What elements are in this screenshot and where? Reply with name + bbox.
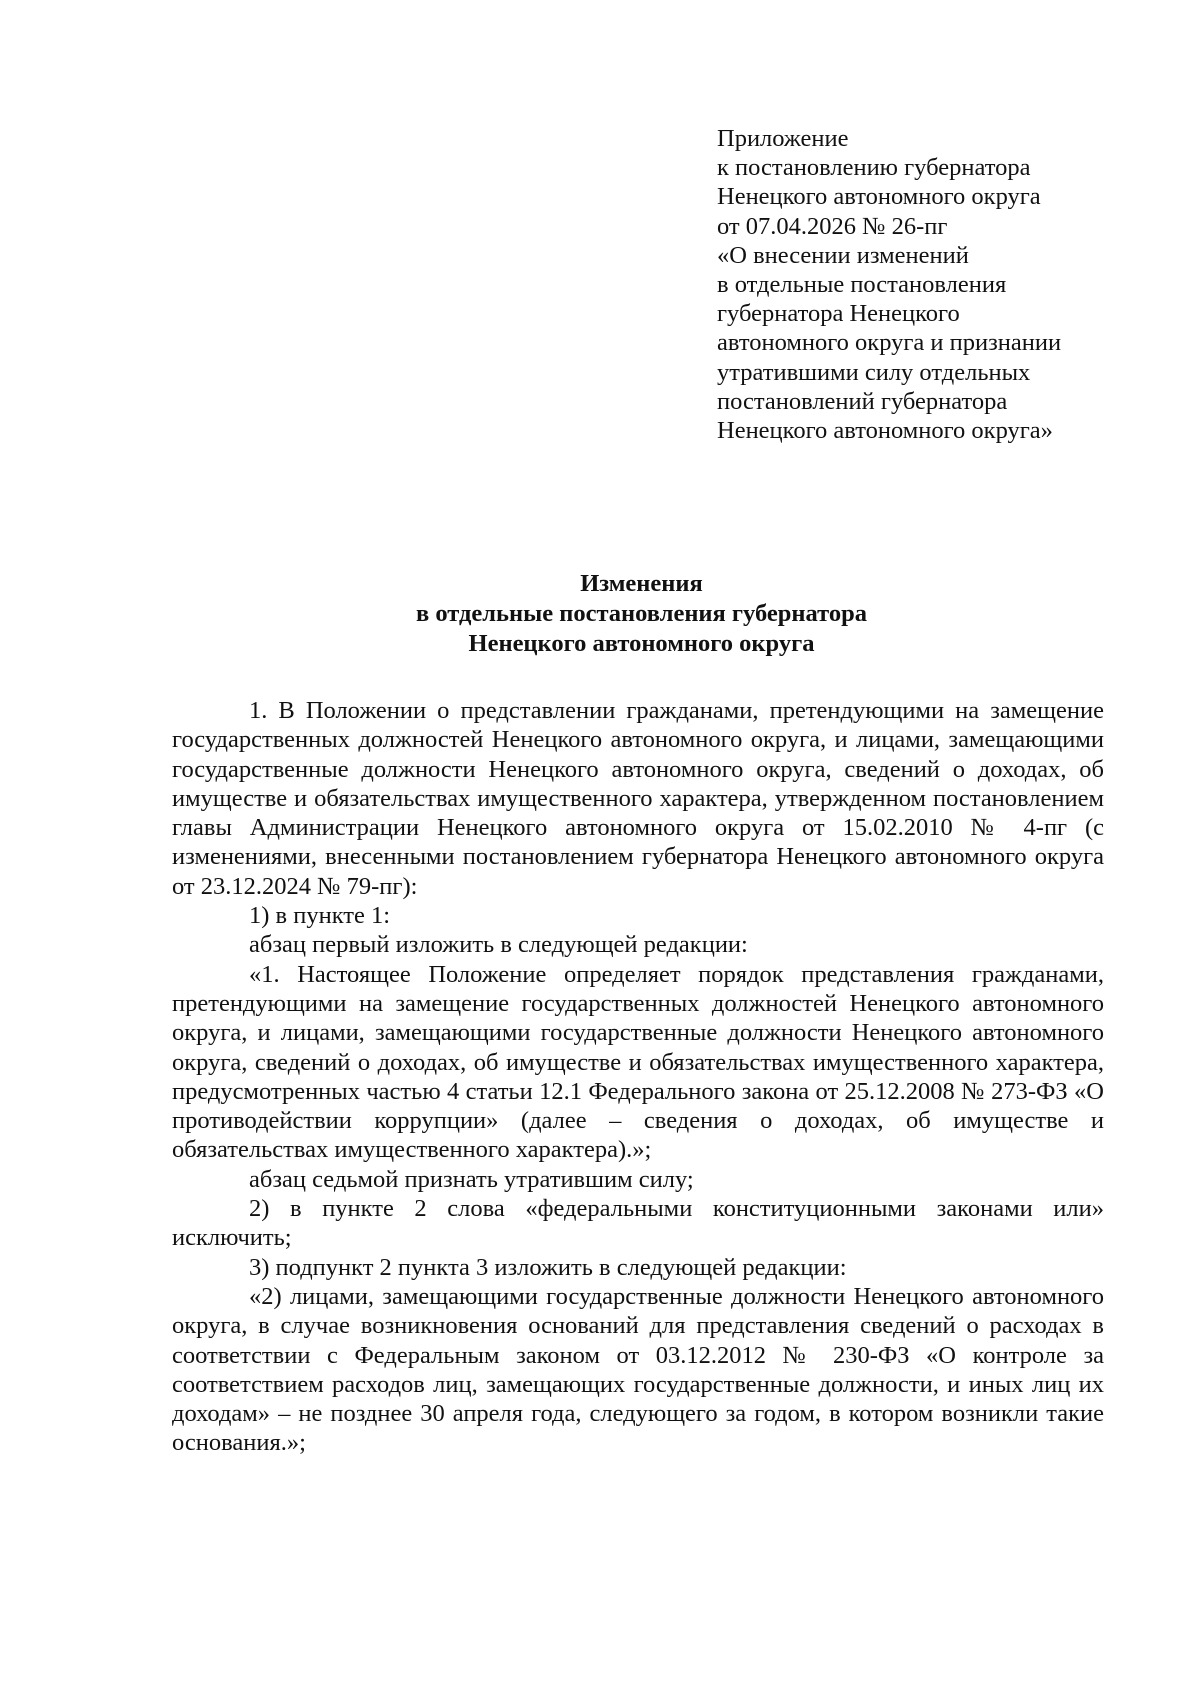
appendix-line: Приложение (717, 125, 849, 152)
body-paragraph: абзац первый изложить в следующей редакции: (249, 931, 748, 959)
appendix-line: Ненецкого автономного округа (717, 183, 1041, 211)
appendix-line: от 07.04.2026 № 26-пг (717, 212, 948, 240)
body-paragraph: 3) подпункт 2 пункта 3 изложить в следующей редакции: (249, 1253, 847, 1281)
appendix-line: к постановлению губернатора (717, 154, 1031, 182)
document-body (172, 696, 1104, 1458)
title-line: Ненецкого автономного округа (468, 630, 815, 657)
body-paragraph: 2) в пункте 2 слова «федеральными конституционными законами или» исключить; (172, 1195, 1104, 1252)
document-title (0, 569, 1200, 659)
body-paragraph: 1) в пункте 1: (249, 902, 391, 930)
appendix-line: в отдельные постановления (717, 271, 1007, 299)
appendix-header (717, 124, 1157, 445)
appendix-line: губернатора Ненецкого (717, 300, 960, 328)
appendix-line: Ненецкого автономного округа» (717, 417, 1053, 445)
body-paragraph: «2) лицами, замещающими государственные должности Ненецкого автономного округа, в случае возникновения оснований для представления сведений о расходах в соответствии с Федеральным законом от 03.12.2012 № 230-ФЗ «О контроле за соответствием расходов лиц, замещающих государственные должности, и иных лиц их доходам» – не позднее 30 апреля года, следующего за годом, в котором возникли такие основания.»; (172, 1282, 1104, 1457)
body-paragraph: «1. Настоящее Положение определяет порядок представления гражданами, претендующими на замещение государственных должностей Ненецкого автономного округа, и лицами, замещающими государственные должности Ненецкого автономного округа, сведений о доходах, об имуществе и обязательствах имущественного характера, предусмотренных частью 4 статьи 12.1 Федерального закона от 25.12.2008 № 273-ФЗ «О противодействии коррупции» (далее – сведения о доходах, об имуществе и обязательствах имущественного характера).»; (172, 960, 1104, 1164)
title-line: в отдельные постановления губернатора (416, 600, 867, 627)
appendix-line: постановлений губернатора (717, 387, 1008, 415)
title-line: Изменения (580, 570, 703, 597)
body-paragraph: 1. В Положении о представлении гражданами, претендующими на замещение государственных должностей Ненецкого автономного округа, и лицами, замещающими государственные должности Ненецкого автономного округа, сведений о доходах, об имуществе и обязательствах имущественного характера, утвержденном постановлением главы Администрации Ненецкого автономного округа от 15.02.2010 № 4-пг (с изменениями, внесенными постановлением губернатора Ненецкого автономного округа от 23.12.2024 № 79-пг): (172, 697, 1104, 900)
appendix-line: «О внесении изменений (717, 241, 969, 269)
body-paragraph: абзац седьмой признать утратившим силу; (249, 1165, 694, 1193)
appendix-line: утратившими силу отдельных (717, 358, 1031, 386)
appendix-line: автономного округа и признании (717, 329, 1062, 357)
